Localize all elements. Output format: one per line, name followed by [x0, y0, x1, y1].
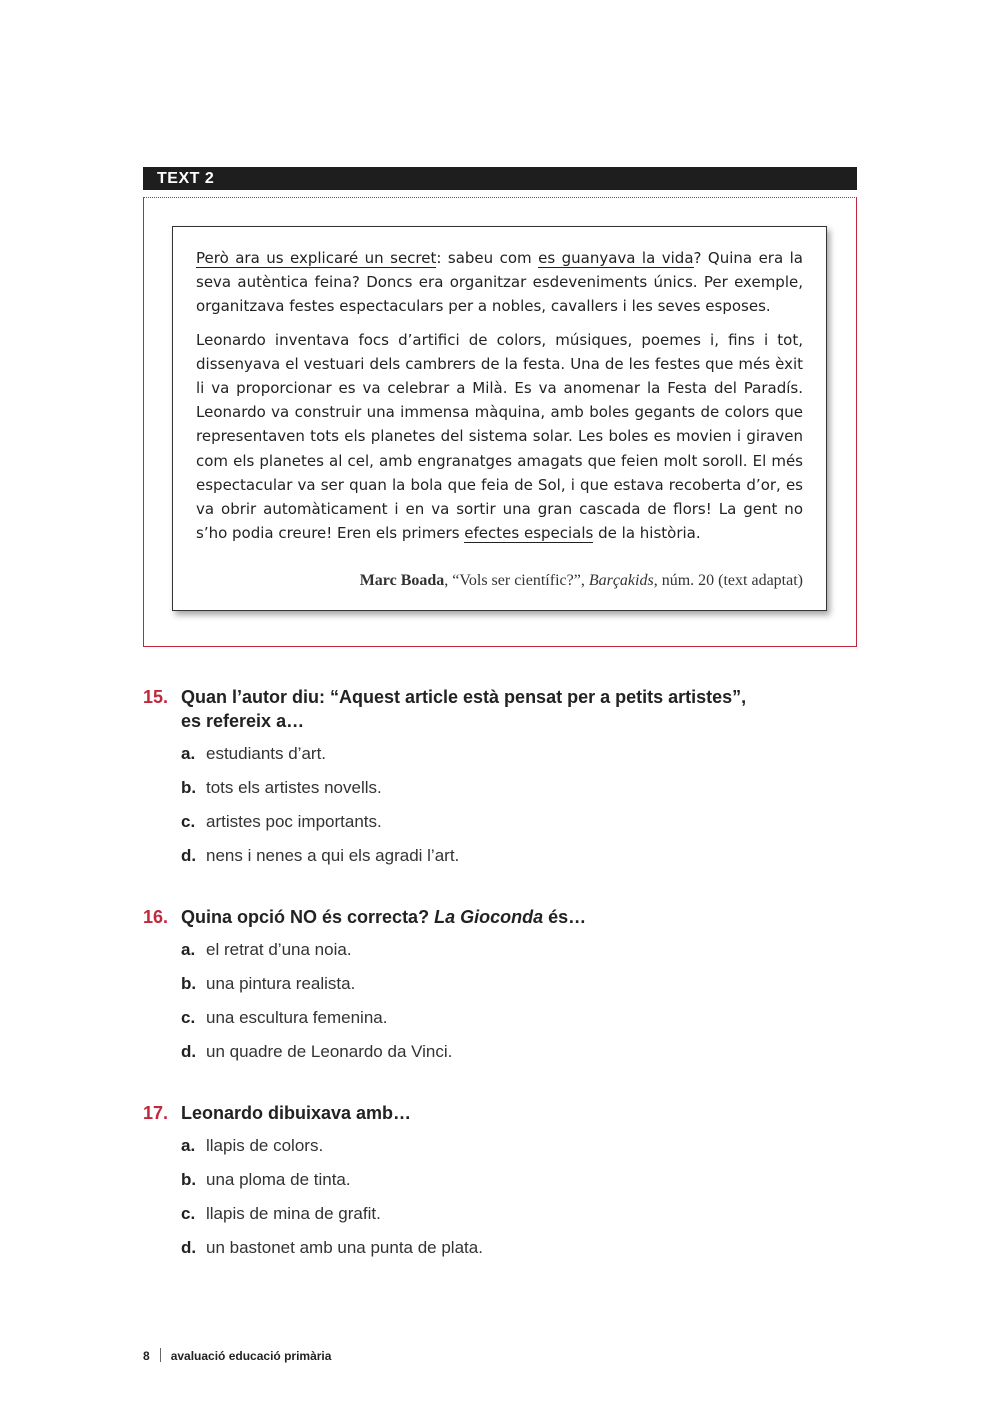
- footer-divider: [160, 1348, 161, 1362]
- option-a[interactable]: a. llapis de colors.: [181, 1136, 324, 1155]
- underlined-phrase: Però ara us explicaré un secret: [196, 249, 437, 267]
- question-16: [143, 905, 857, 1063]
- passage-source: Marc Boada, “Vols ser científic?”, Barçakids, núm. 20 (text adaptat): [359, 572, 803, 589]
- option-d[interactable]: d. nens i nenes a qui els agradi l’art.: [181, 846, 460, 865]
- question-text: 17. Leonardo dibuixava amb…: [143, 1103, 412, 1123]
- page-number: 8: [143, 1349, 150, 1363]
- option-c[interactable]: c. artistes poc importants.: [181, 812, 382, 831]
- passage-paragraph-2: Leonardo inventava focs d’artifici de colors, músiques, poemes i, fins i tot, dissenyava el vestuari dels cambrers de la festa. Una de les festes que més èxit li va proporcionar es va celebrar a Milà. Es va anomenar la Festa del Paradís. Leonardo va construir una immensa màquina, amb boles gegants de colors que representaven tots els planetes del sistema solar. Les boles es movien i giraven com els planetes al cel, amb engranatges amagats que feien molt soroll. El més espectacular va ser quan la bola que feia de Sol, i que estava recoberta d’or, es va obrir automàticament i en va sortir una gran cascada de flors! La gent no s’ho podia creure! Eren els primers efectes especials de la història.: [196, 330, 803, 543]
- option-c[interactable]: c. llapis de mina de grafit.: [181, 1204, 381, 1223]
- source-author: Marc Boada: [359, 572, 445, 589]
- option-d[interactable]: d. un quadre de Leonardo da Vinci.: [181, 1042, 453, 1061]
- option-a[interactable]: a. el retrat d’una noia.: [181, 940, 352, 959]
- question-text: 16. Quina opció NO és correcta? La Gioconda és…: [143, 907, 587, 927]
- option-a[interactable]: a. estudiants d’art.: [181, 744, 327, 763]
- section-title: TEXT 2: [157, 170, 215, 187]
- reading-passage: [172, 226, 827, 611]
- option-b[interactable]: b. una pintura realista.: [181, 974, 356, 993]
- source-publication: Barçakids: [588, 572, 654, 589]
- question-number: 17.: [143, 1103, 169, 1123]
- question-17: [143, 1101, 857, 1259]
- question-number: 16.: [143, 907, 169, 927]
- option-d[interactable]: d. un bastonet amb una punta de plata.: [181, 1238, 483, 1257]
- underlined-phrase: es guanyava la vida: [538, 249, 694, 267]
- option-c[interactable]: c. una escultura femenina.: [181, 1008, 388, 1027]
- page-footer: [143, 1347, 331, 1365]
- option-b[interactable]: b. tots els artistes novells.: [181, 778, 382, 797]
- option-b[interactable]: b. una ploma de tinta.: [181, 1170, 351, 1189]
- passage-paragraph-1: Però ara us explicaré un secret: sabeu com es guanyava la vida? Quina era la seva autèntica feina? Doncs era organitzar esdeveniments únics. Per exemple, organitzava festes espectaculars per a nobles, cavallers i les seves esposes.: [196, 249, 803, 316]
- underlined-phrase: efectes especials: [464, 524, 594, 543]
- footer-label: avaluació educació primària: [170, 1349, 332, 1363]
- question-text: 15. Quan l’autor diu: “Aquest article està pensat per a petits artistes”, es refereix a…: [143, 687, 747, 731]
- question-15: [143, 685, 857, 867]
- question-number: 15.: [143, 687, 169, 707]
- section-header-bar: [143, 167, 857, 190]
